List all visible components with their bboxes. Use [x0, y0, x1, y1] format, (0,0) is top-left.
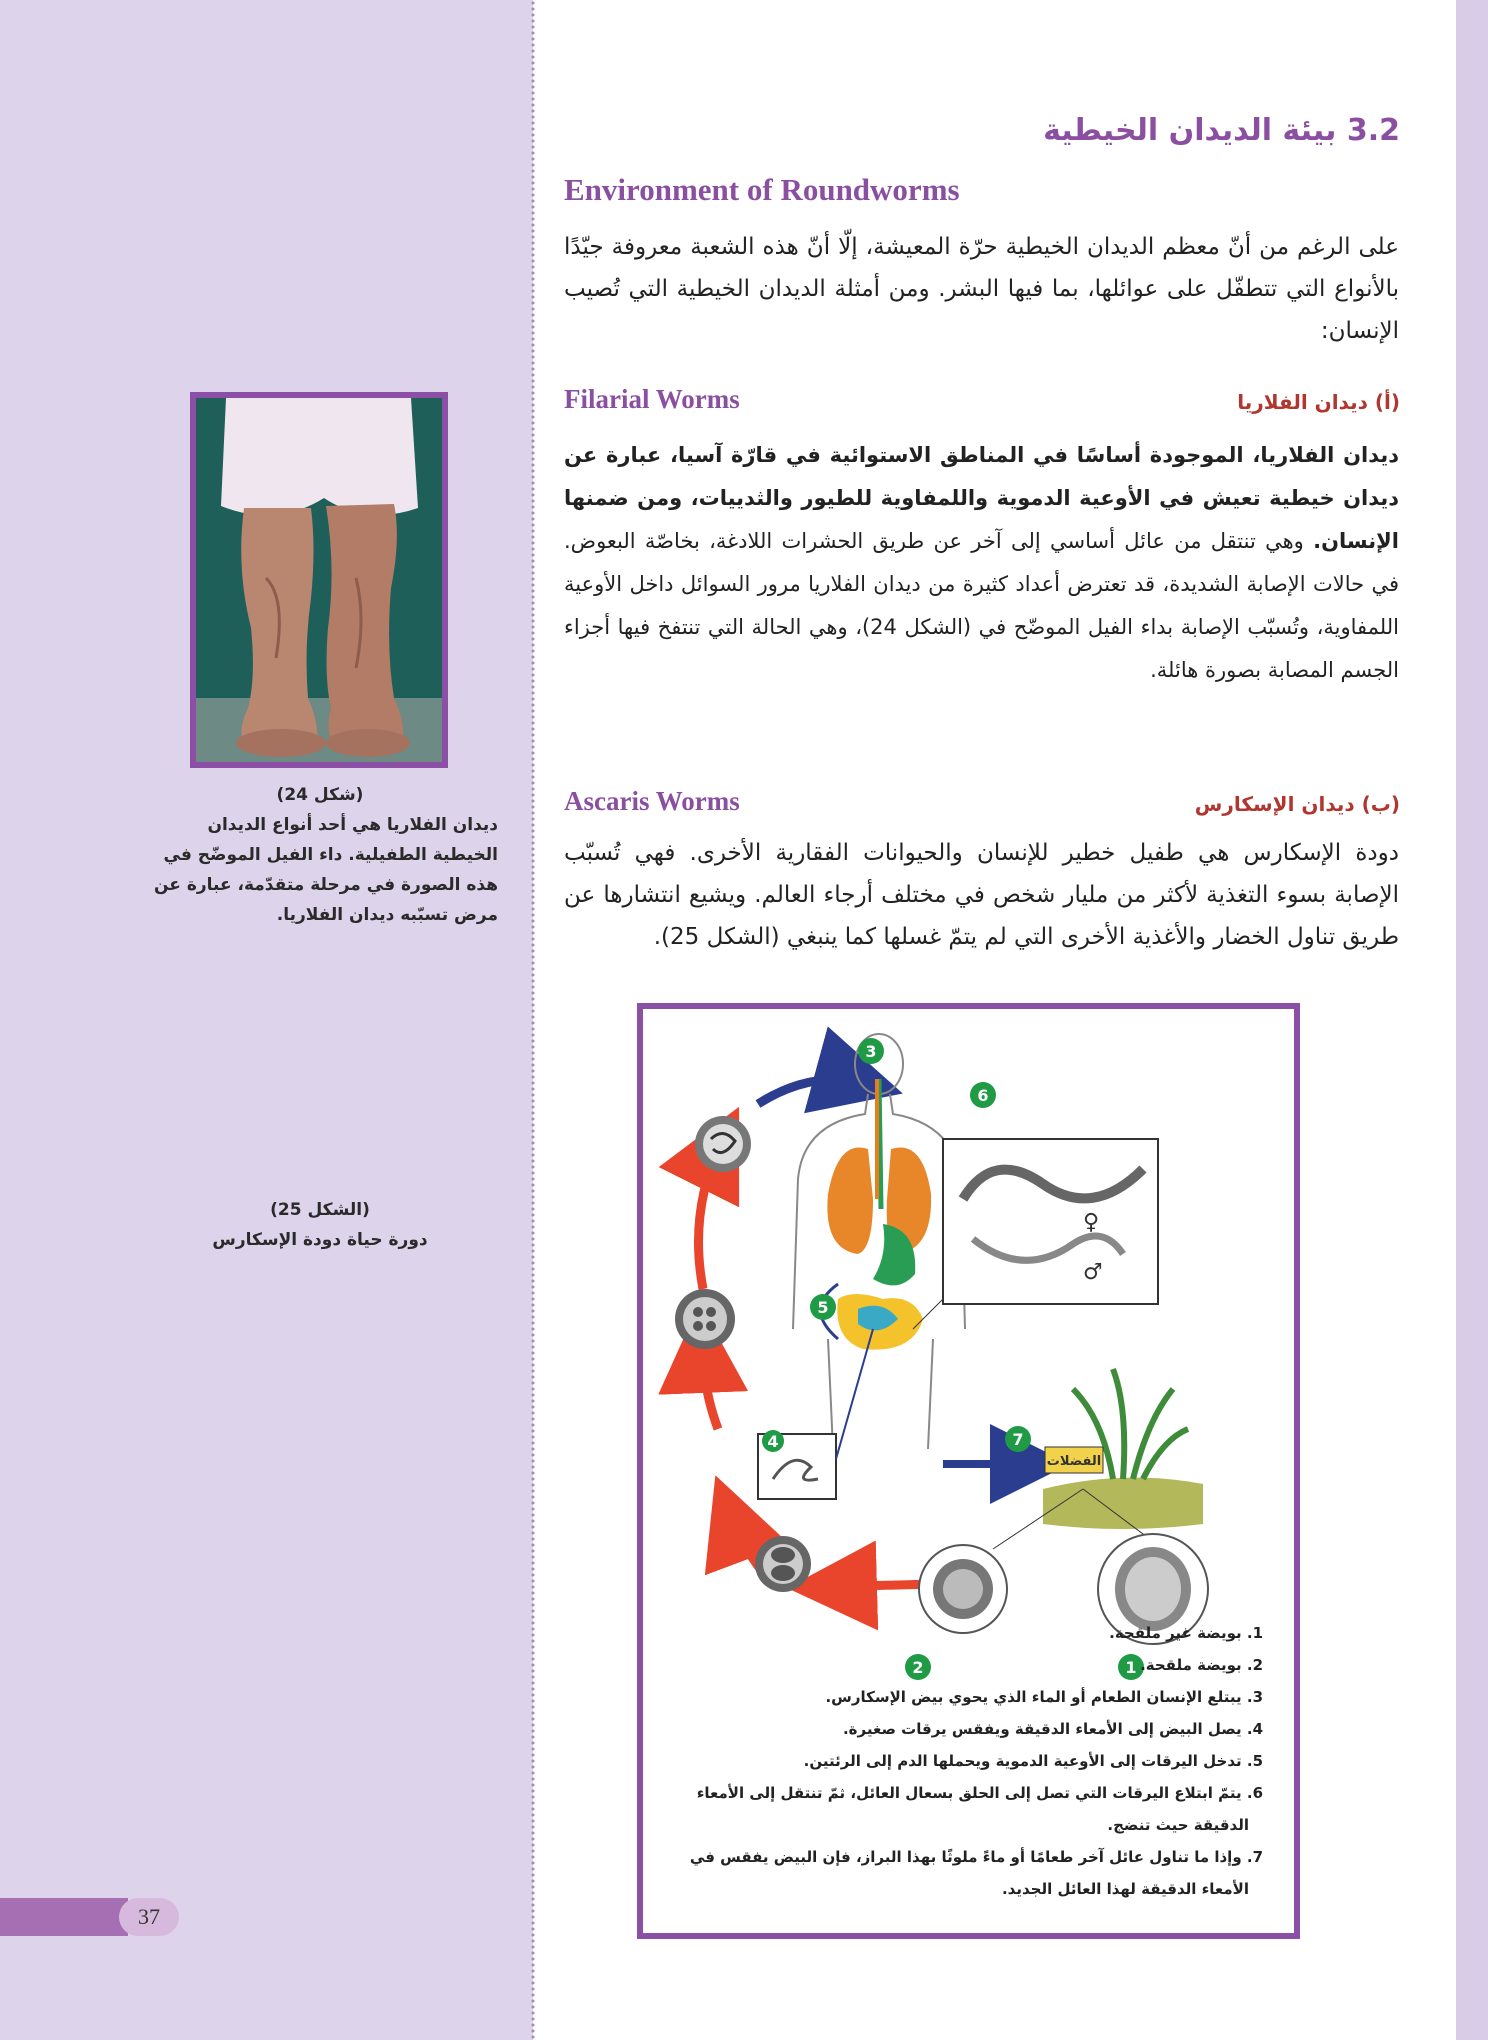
page-number: 37 — [119, 1898, 179, 1936]
cycle-arrow-red — [701, 1339, 718, 1429]
figure25-caption: دورة حياة دودة الإسكارس — [212, 1230, 428, 1250]
step-item: 5. تدخل اليرقات إلى الأوعية الدموية ويحملها الدم إلى الرئتين. — [803, 1752, 1263, 1770]
dotted-border — [531, 0, 535, 2040]
cycle-arrow-red — [823, 1584, 933, 1587]
section-title-ar: بيئة الديدان الخيطية — [1043, 113, 1337, 148]
ascaris-life-cycle-diagram — [637, 1003, 1300, 1939]
filarial-text: وهي تنتقل من عائل أساسي إلى آخر عن طريق الحشرات اللادغة، بخاصّة البعوض. في حالات الإصابة الشديدة، قد تعترض أعداد كثيرة من ديدان الفلاريا مرور السوائل داخل الأوعية اللمفاوية، وتُسبّب الإصابة بداء الفيل الموضّح في (الشكل 24)، وهي الحالة التي تنتفخ فيها أجزاء الجسم المصابة بصورة هائلة. — [564, 529, 1399, 682]
step-item: 2. بويضة ملقحة. — [1140, 1656, 1263, 1674]
cycle-arrow-blue — [758, 1080, 868, 1105]
figure24-text: ديدان الفلاريا هي أحد أنواع الديدان الخيطية الطفيلية. داء الفيل الموضّح في هذه الصورة في مرحلة متقدّمة، عبارة عن مرض تسبّبه ديدان الفلاريا. — [153, 815, 498, 925]
male-symbol: ♂ — [1083, 1260, 1103, 1285]
filarial-heading-ar: (أ) ديدان الفلاريا — [1237, 390, 1400, 414]
intro-paragraph: على الرغم من أنّ معظم الديدان الخيطية حرّة المعيشة، إلّا أنّ هذه الشعبة معروفة جيّدًا بالأنواع التي تتطفّل على عوائلها، بما فيها البشر. ومن أمثلة الديدان الخيطية التي تُصيب الإنسان: — [564, 234, 1399, 344]
egg-infective — [695, 1116, 751, 1172]
ascaris-paragraph: دودة الإسكارس هي طفيل خطير للإنسان والحيوانات الفقارية الأخرى. فهي تُسبّب الإصابة بسوء التغذية لأكثر من مليار شخص في مختلف أرجاء العالم. ويشيع انتشارها عن طريق تناول الخضار والأغذية الأخرى التي لم يتمّ غسلها كما ينبغي (الشكل 25). — [564, 840, 1399, 950]
right-edge-strip — [1456, 0, 1488, 2040]
marker-1: 1 — [1125, 1658, 1137, 1677]
section-title-en: Environment of Roundworms — [564, 172, 960, 207]
step-item: 7. وإذا ما تناول عائل آخر طعامًا أو ماءً ملوثًا بهذا البراز، فإن البيض يفقس في الأمعاء الدقيقة لهذا العائل الجديد. — [689, 1848, 1263, 1898]
figure25-sidebar-caption — [142, 1195, 498, 1255]
elephantiasis-photo — [190, 392, 448, 768]
egg-embryonated — [675, 1289, 735, 1349]
female-symbol: ♀ — [1083, 1210, 1100, 1235]
ascaris-heading-ar: (ب) ديدان الإسكارس — [1194, 792, 1400, 816]
filarial-bold-text: ديدان الفلاريا، الموجودة أساسًا في المناطق الاستوائية في قارّة آسيا، عبارة عن ديدان خيطية تعيش في الأوعية الدموية واللمفاوية للطيور والثدييات، ومن ضمنها الإنسان. — [564, 443, 1399, 553]
figure24-caption — [142, 780, 498, 930]
soil — [1043, 1478, 1203, 1529]
step-item: 1. بويضة غير ملقحة. — [1109, 1624, 1263, 1642]
page-number-bar — [0, 1898, 128, 1936]
filarial-paragraph — [564, 434, 1399, 692]
figure24-label: (شكل 24) — [276, 785, 364, 805]
left-sidebar — [0, 0, 533, 2040]
life-cycle-steps — [683, 1617, 1263, 1905]
marker-7: 7 — [1012, 1430, 1024, 1449]
feces-label: الفضلات — [1046, 1454, 1102, 1469]
marker-2: 2 — [912, 1658, 924, 1677]
step-item: 4. يصل البيض إلى الأمعاء الدقيقة ويفقس يرقات صغيرة. — [842, 1720, 1263, 1738]
figure25-label: (الشكل 25) — [270, 1200, 370, 1220]
step-item: 6. يتمّ ابتلاع اليرقات التي تصل إلى الحلق بسعال العائل، ثمّ تنتقل إلى الأمعاء الدقيقة حيث تنضج. — [696, 1784, 1263, 1834]
marker-3: 3 — [865, 1042, 877, 1061]
marker-5: 5 — [817, 1298, 829, 1317]
section-title — [960, 113, 1400, 148]
section-number: 3.2 — [1346, 113, 1400, 148]
egg-two-cell — [755, 1536, 811, 1592]
lungs — [827, 1147, 873, 1254]
step-item: 3. يبتلع الإنسان الطعام أو الماء الذي يحوي بيض الإسكارس. — [825, 1688, 1263, 1706]
ascaris-heading-en: Ascaris Worms — [564, 786, 740, 816]
adult-worms-inset — [913, 1139, 1158, 1329]
marker-6: 6 — [977, 1086, 989, 1105]
filarial-heading-en: Filarial Worms — [564, 384, 740, 414]
larva-inset — [758, 1329, 873, 1499]
marker-4: 4 — [767, 1432, 779, 1451]
